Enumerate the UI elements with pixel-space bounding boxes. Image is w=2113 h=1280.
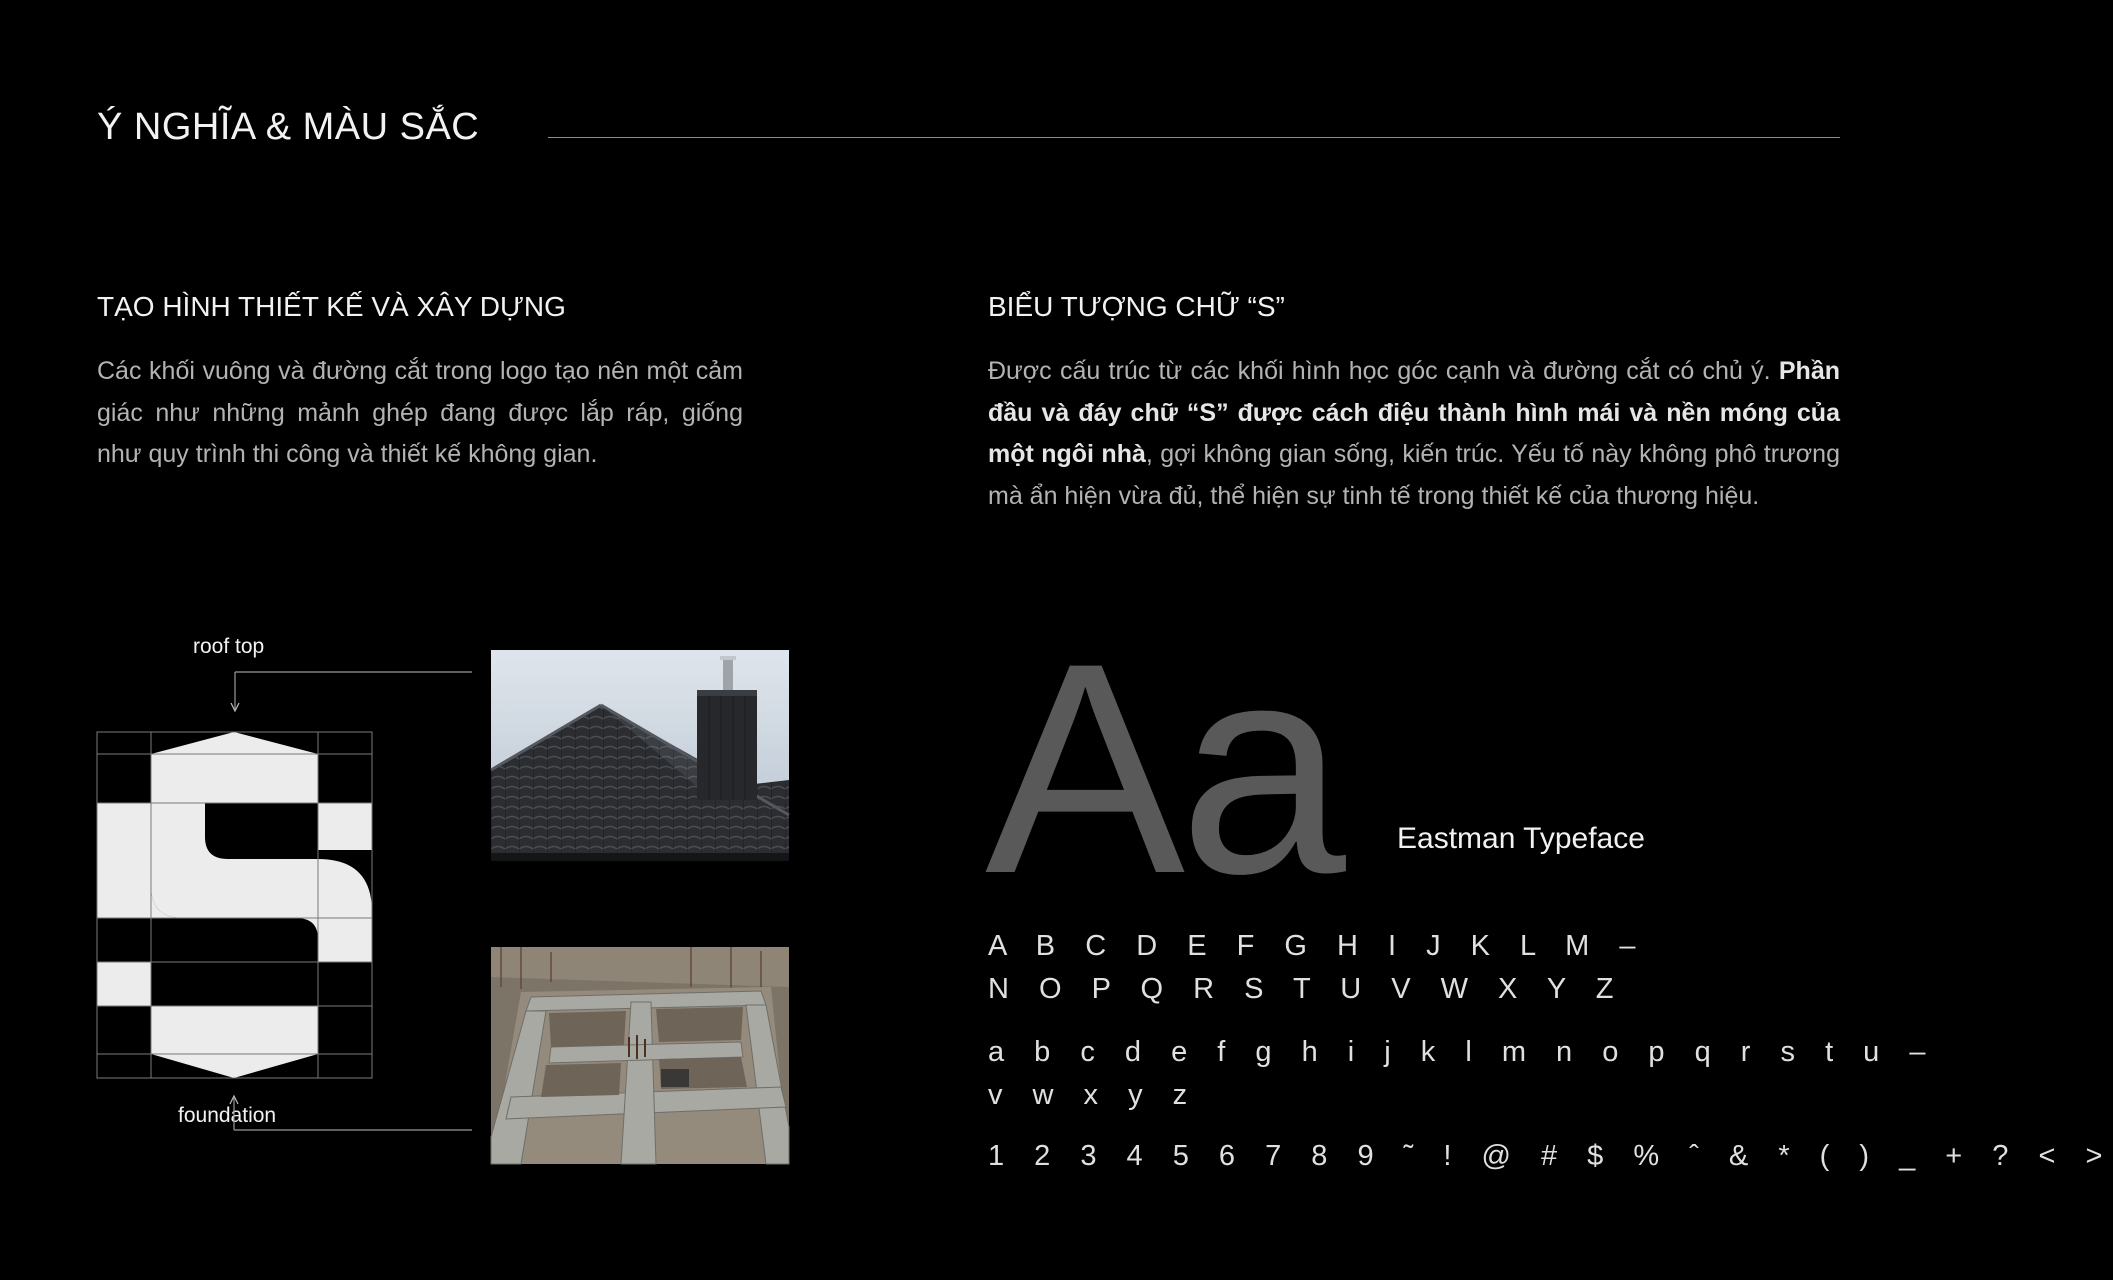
paragraph-emphasis: Phần đầu và đáy chữ “S” được cách điệu thành hình mái và nền móng của một ngôi nhà (988, 357, 1840, 469)
foundation-label: foundation (178, 1104, 277, 1127)
logo-left-block (97, 962, 151, 1006)
paragraph-outro: , gợi không gian sống, kiến trúc. Yếu tố này không phô trương mà ẩn hiện vừa đủ, thể hiện sự tinh tế trong thiết kế của thương hiệu. (988, 440, 1840, 510)
roof-photo (491, 650, 789, 861)
uppercase-row-2: N O P Q R S T U V W X Y Z (988, 973, 1625, 1005)
lowercase-row-2: v w x y z (988, 1079, 1199, 1111)
uppercase-row-1: A B C D E F G H I J K L M – (988, 930, 1647, 962)
typeface-name: Eastman Typeface (1397, 822, 1645, 855)
section-heading-symbol: BIỂU TƯỢNG CHỮ “S” (988, 291, 1285, 322)
paragraph-intro: Được cấu trúc từ các khối hình học góc cạnh và đường cắt có chủ ý. (988, 357, 1779, 385)
typeface-sample-glyph: Aa (985, 600, 1340, 936)
logo-roof-block (151, 732, 318, 803)
lowercase-row-1: a b c d e f g h i j k l m n o p q r s t u – (988, 1036, 1937, 1068)
s-logo-mark (97, 732, 372, 1078)
logo-right-block (318, 803, 372, 850)
section-heading-design: TẠO HÌNH THIẾT KẾ VÀ XÂY DỰNG (97, 291, 566, 322)
logo-diagram (90, 650, 510, 1150)
logo-base-link (151, 962, 318, 1006)
title-divider (548, 137, 1840, 138)
digits-symbols-row: 1 2 3 4 5 6 7 8 9 ˜ ! @ # $ % ˆ & * ( ) _ + ? < > (988, 1140, 2113, 1172)
roof-top-label: roof top (193, 635, 265, 658)
section-paragraph-symbol (988, 351, 1840, 517)
page-title: Ý NGHĨA & MÀU SẮC (97, 106, 480, 148)
section-paragraph-design: Các khối vuông và đường cắt trong logo tạo nên một cảm giác như những mảnh ghép đang được lắp ráp, giống như quy trình thi công và thiết kế không gian. (97, 357, 743, 469)
foundation-photo (491, 947, 789, 1164)
logo-foundation-block (151, 1006, 318, 1078)
